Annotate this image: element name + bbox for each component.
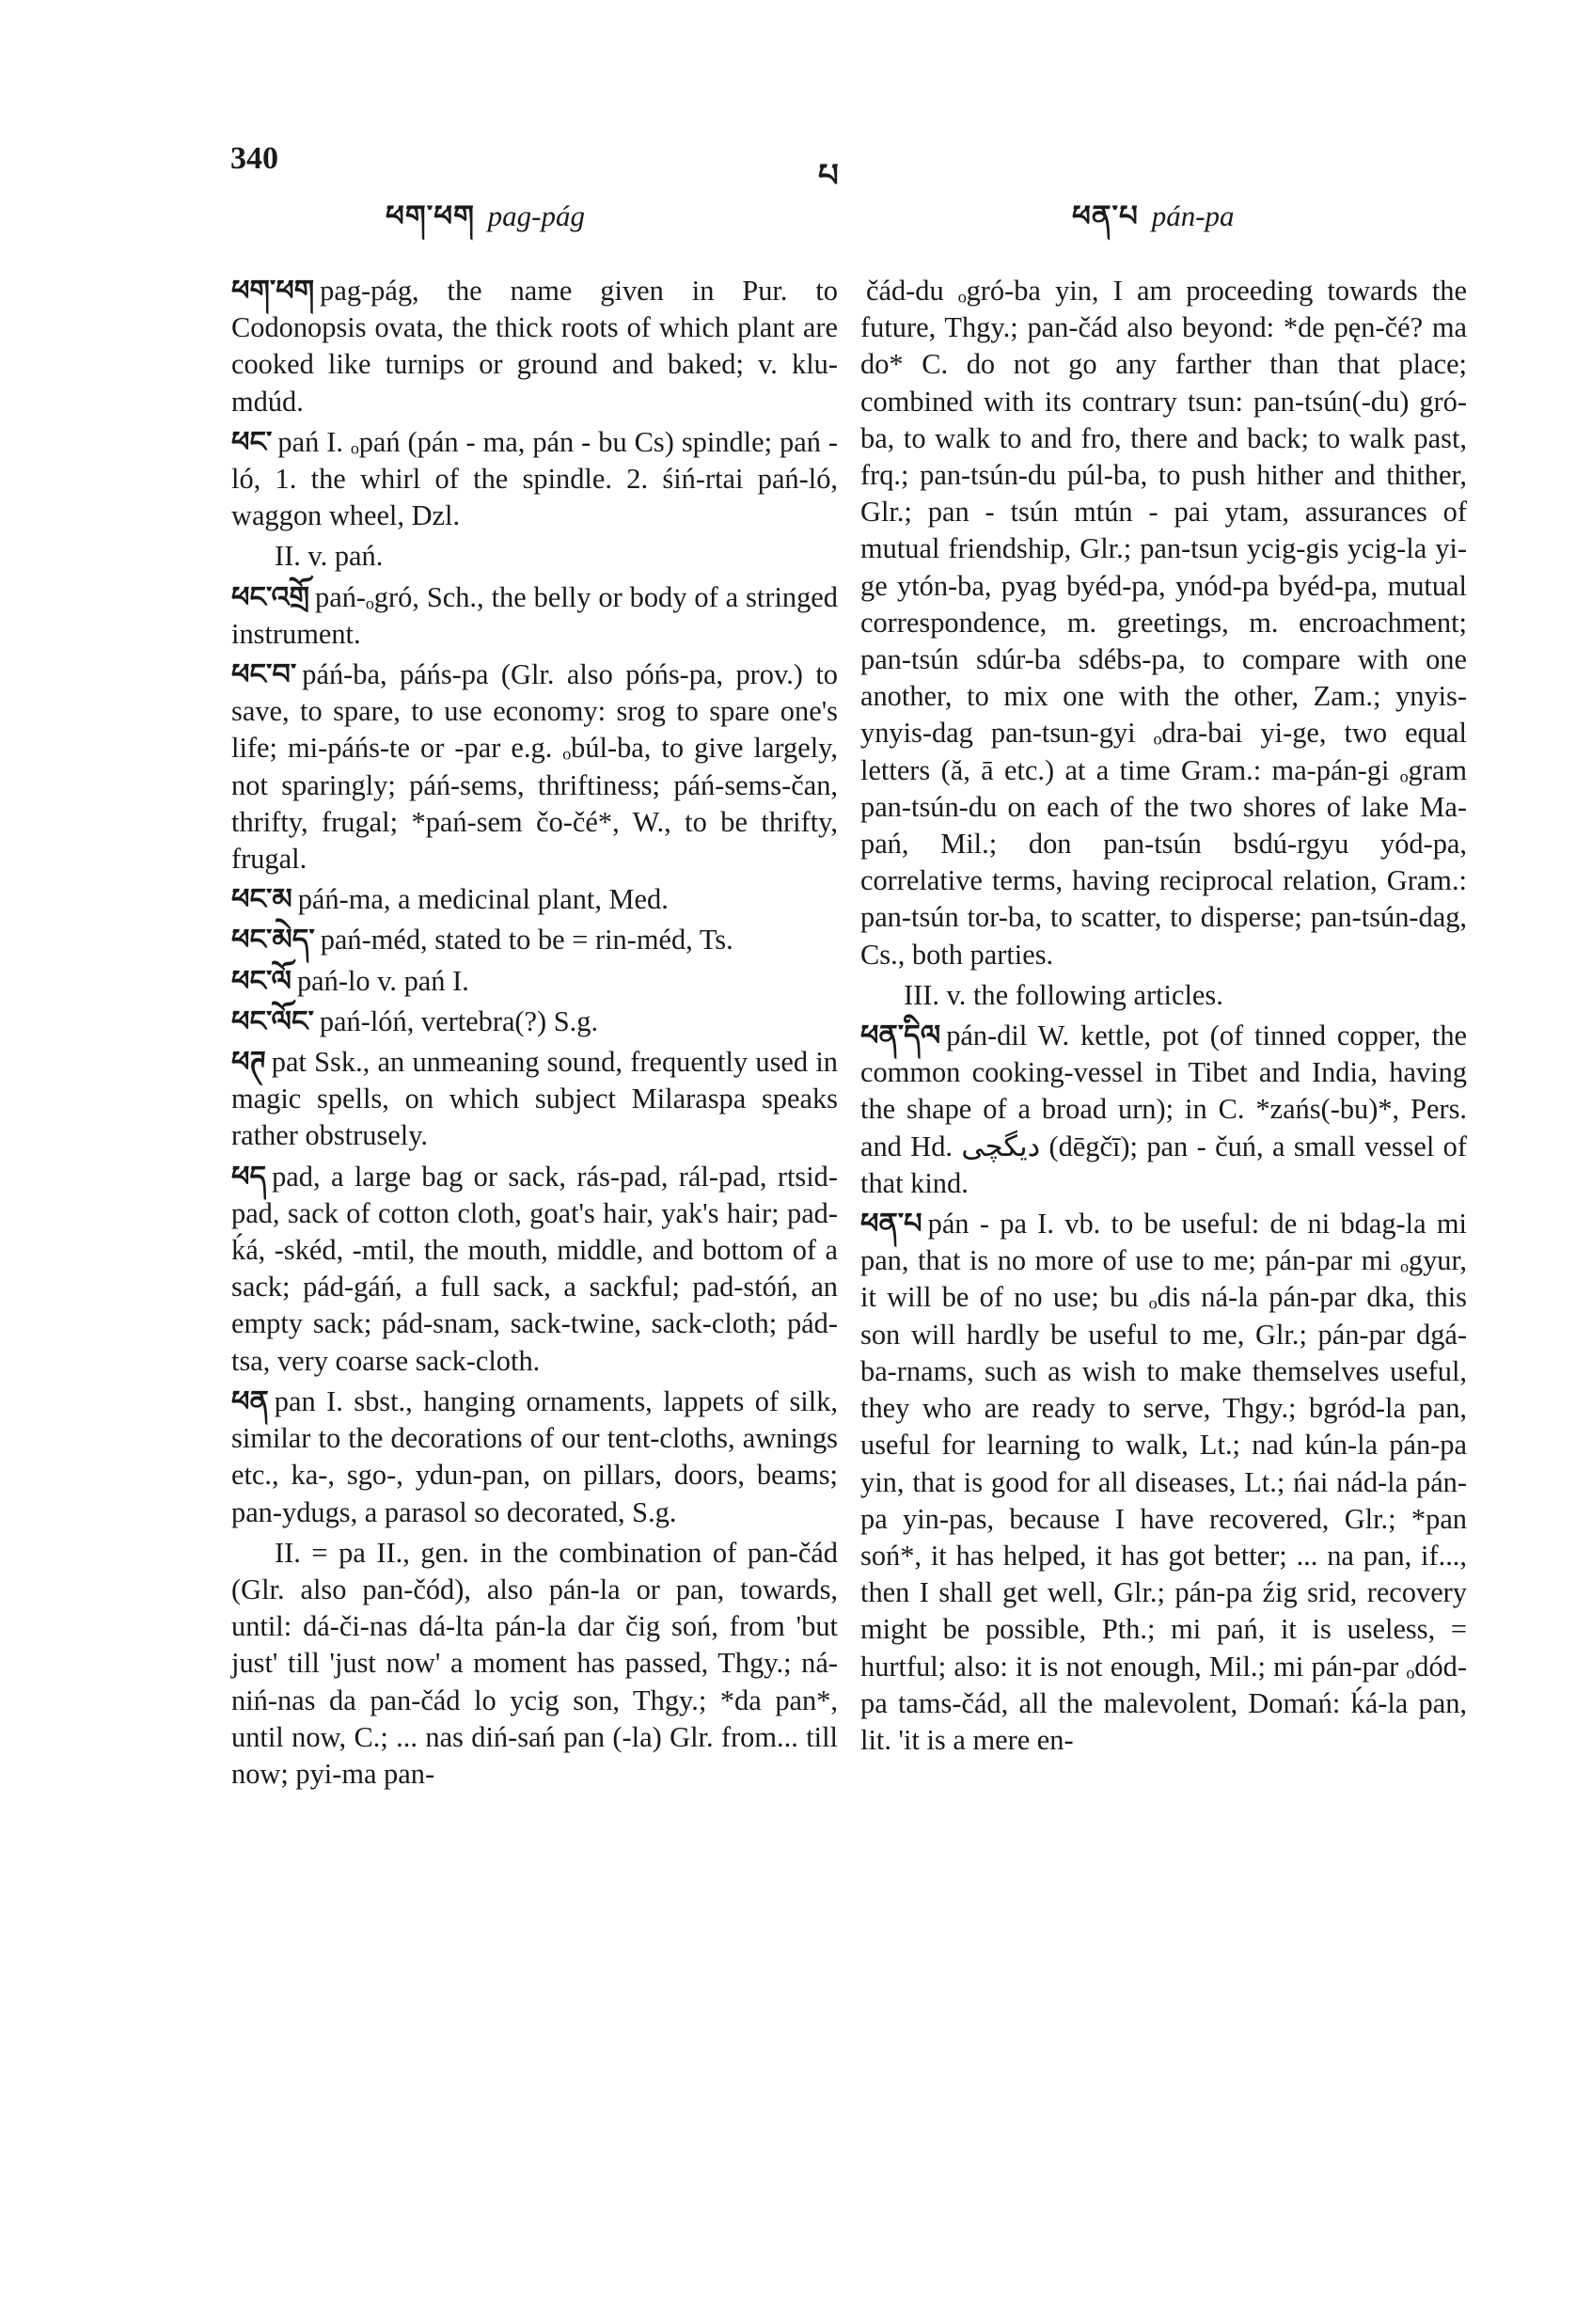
entry-tibetan: ཕང་མེད་	[231, 924, 315, 956]
entry-text: pat Ssk., an unmeaning sound, frequently used in magic spells, on which subject Milaraspa speaks rather obstrusely.	[231, 1046, 838, 1152]
entry-tibetan: ཕན	[231, 1384, 269, 1417]
entry	[860, 1206, 1467, 1759]
running-head-right-translit: pán-pa	[1151, 199, 1235, 232]
entry	[231, 963, 838, 1000]
entry-text: pań-lo v. pań I.	[296, 964, 469, 997]
entry	[231, 273, 838, 420]
entry-text: pań-méd, stated to be = rin-méd, Ts.	[320, 924, 733, 956]
entry-text: pag-pág, the name given in Pur. to Codonopsis ovata, the thick roots of which plant are cooked like turnips or ground and baked; v. klu-mdúd.	[231, 275, 838, 418]
entry-text: III. v. the following articles.	[904, 978, 1223, 1011]
running-head-left-translit: pag-pág	[487, 199, 585, 232]
entry	[231, 1004, 838, 1040]
entry	[860, 273, 1467, 973]
entry-text: páń-ma, a medicinal plant, Med.	[297, 883, 669, 916]
entry	[231, 1383, 838, 1531]
entry-text: čád-du ₒgró-ba yin, I am proceeding towards the future, Thgy.; pan-čád also beyond: *de pęn-čé? ma do* C. do not go any farther than that place; combined with its contrary tsun: pan-tsún(-du) gró-ba, to walk to and fro, there and back; to walk past, frq.; pan-tsún-du púl-ba, to push hither and thither, Glr.; pan - tsún mtún - pai ytam, assurances of mutual friendship, Glr.; pan-tsun ycig-gis ycig-la yi-ge ytón-ba, pyag byéd-pa, ynód-pa byéd-pa, mutual correspondence, m. greetings, m. encroachment; pan-tsún sdúr-ba sdébs-pa, to compare with one another, to mix one with the other, Zam.; ynyis-ynyis-dag pan-tsun-gyi ₒdra-bai yi-ge, two equal letters (ă, ā etc.) at a time Gram.: ma-pán-gi ₒgram pan-tsún-du on each of the two shores of lake Ma-pań, Mil.; don pan-tsún bsdú-rgyu yód-pa, correlative terms, having reciprocal relation, Gram.: pan-tsún tor-ba, to scatter, to disperse; pan-tsún-dag, Cs., both parties.	[860, 275, 1467, 971]
running-head-right-tibetan: ཕན་པ	[1072, 199, 1139, 232]
entry-tibetan: ཕང་མ	[231, 883, 292, 916]
entry-text: II. = pa II., gen. in the combination of pan-čád (Glr. also pan-čód), also pán-la or pan, towards, until: dá-či-nas dá-lta pán-la dar čig soń, from 'but just' till 'just now' a moment has passed, Thgy.; ná-niń-nas da pan-čád lo ycig son, Thgy.; *da pan*, until now, C.; ... nas diń-sań pan (-la) Glr. from... till now; pyi-ma pan-	[231, 1536, 838, 1790]
entry-tibetan: ཕང་ལོང་	[231, 1004, 314, 1037]
running-head-left	[386, 183, 585, 265]
entry	[231, 538, 838, 575]
entry-text: II. v. pań.	[275, 540, 384, 573]
entry-tibetan: ཕད	[231, 1160, 267, 1193]
entry-tibetan: ཕན་པ	[860, 1208, 922, 1241]
entry-text: pán - pa I. vb. to be useful: de ni bdag-la mi pan, that is no more of use to me; pán-par mi ₒgyur, it will be of no use; bu ₒdis ná-la pán-par dka, this son will hardly be useful to me, Glr.; pán-par dgá-ba-rnams, such as wish to make themselves useful, they who are ready to serve, Thgy.; bgród-la pan, useful for learning to walk, Lt.; nad kún-la pán-pa yin, that is good for all diseases, Lt.; ńai nád-la pán-pa yin-pas, because I have recovered, Glr.; *pan soń*, it has helped, it has got better; ... na pan, if..., then I shall get well, Glr.; pán-pa źig srid, recovery might be possible, Pth.; mi pań, it is useless, = hurtful; also: it is not enough, Mil.; mi pán-par ₒdód-pa tams-čád, all the malevolent, Domań: ḱá-la pan, lit. 'it is a mere en-	[860, 1208, 1467, 1756]
entry-tibetan: ཕག་ཕག	[231, 275, 315, 307]
entry-tibetan: ཕང་ལོ	[231, 964, 292, 997]
center-letter-glyph: པ	[818, 159, 839, 194]
entry-text: pań-lóń, vertebra(?) S.g.	[319, 1004, 599, 1037]
entry	[860, 1018, 1467, 1202]
entry	[231, 881, 838, 918]
entry-tibetan: ཕཊ	[231, 1046, 266, 1079]
entry-text: pán-dil W. kettle, pot (of tinned copper, the common cooking-vessel in Tibet and India, having the shape of a broad urn); in C. *zańs(-bu)*, Pers. and Hd. دیگچی (dēgčī); pan - čuń, a small vessel of that kind.	[860, 1020, 1467, 1199]
entry	[231, 922, 838, 958]
left-column	[231, 273, 838, 1796]
entry	[231, 1159, 838, 1380]
entry-text: pań-ₒgró, Sch., the belly or body of a stringed instrument.	[231, 580, 838, 650]
entry-tibetan: ཕན་དིལ	[860, 1020, 941, 1052]
entry	[231, 656, 838, 877]
entry	[231, 424, 838, 535]
entry-tibetan: ཕང་བ་	[231, 658, 297, 691]
entry	[231, 1535, 838, 1793]
entry	[231, 579, 838, 653]
entry-text: pan I. sbst., hanging ornaments, lappets of silk, similar to the decorations of our tent-cloths, awnings etc., ka-, sgo-, ydun-pan, on pillars, doors, beams; pan-ydugs, a parasol so decorated, S.g.	[231, 1384, 838, 1528]
right-column	[860, 273, 1467, 1763]
entry-text: páń-ba, páńs-pa (Glr. also póńs-pa, prov.) to save, to spare, to use economy: srog to spare one's life; mi-páńs-te or -par e.g. ₒbúl-ba, to give largely, not sparingly; páń-sems, thriftiness; páń-sems-čan, thrifty, frugal; *pań-sem čo-čé*, W., to be thrifty, frugal.	[231, 658, 838, 876]
page-number: 340	[230, 141, 278, 176]
running-head-right	[1072, 183, 1235, 265]
entry	[231, 1044, 838, 1155]
entry	[860, 977, 1467, 1014]
running-head-left-tibetan: ཕག་ཕག	[386, 199, 475, 232]
entry-tibetan: ཕང་	[231, 425, 273, 458]
entry-text: pad, a large bag or sack, rás-pad, rál-pad, rtsid-pad, sack of cotton cloth, goat's hair, yak's hair; pad-ḱá, -skéd, -mtil, the mouth, middle, and bottom of a sack; pád-gáń, a full sack, a sackful; pad-stóń, an empty sack; pád-snam, sack-twine, sack-cloth; pád-tsa, very coarse sack-cloth.	[231, 1160, 838, 1377]
entry-text: pań I. ₒpań (pán - ma, pán - bu Cs) spindle; pań - ló, 1. the whirl of the spindle. 2. śiń-rtai pań-ló, waggon wheel, Dzl.	[231, 425, 838, 532]
entry-tibetan: ཕང་འགྲོ	[231, 580, 310, 613]
